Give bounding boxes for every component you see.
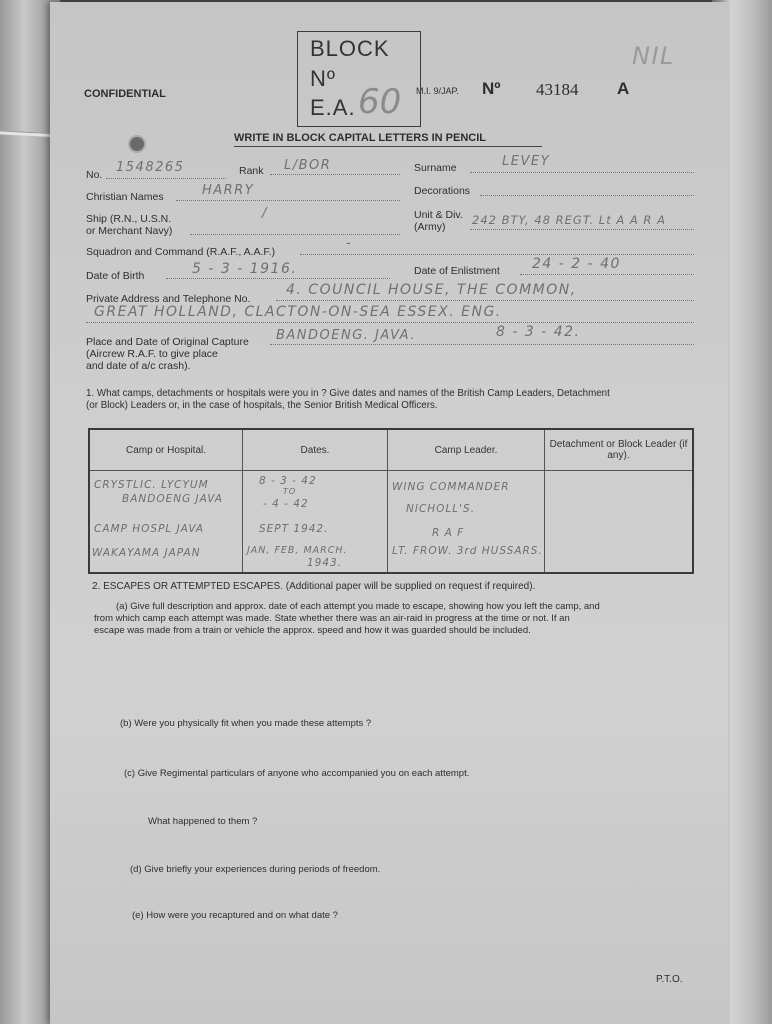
- instruction-underline: [234, 146, 542, 147]
- address-value-1: 4. COUNCIL HOUSE, THE COMMON,: [286, 282, 577, 298]
- question-2c-followup: What happened to them ?: [148, 816, 258, 827]
- camps-table: [88, 428, 694, 574]
- question-2e-text: (e) How were you recaptured and on what date ?: [132, 910, 338, 921]
- dates-row-3b: 1943.: [307, 557, 343, 569]
- dates-row-2: SEPT 1942.: [259, 523, 329, 535]
- question-1-text-2: (or Block) Leaders or, in the case of hospitals, the Senior British Medical Officers.: [86, 400, 438, 411]
- block-stamp: [297, 31, 421, 127]
- number-label: Nº: [482, 79, 501, 98]
- date-of-birth-label: Date of Birth: [86, 270, 145, 282]
- squadron-value: -: [346, 236, 353, 251]
- leader-row-2: R A F: [432, 527, 465, 539]
- question-2a-text-3: escape was made from a train or vehicle the approx. speed and how it was guarded should be included.: [94, 625, 531, 636]
- camp-row-1: CRYSTLIC. LYCYUM: [94, 479, 209, 491]
- leader-row-1b: NICHOLL'S.: [406, 503, 476, 515]
- stamp-ea: E.A.: [310, 95, 356, 120]
- ship-value: /: [262, 206, 268, 221]
- unit-label-2: (Army): [414, 221, 446, 233]
- dates-row-1b: - 4 - 42: [263, 498, 309, 510]
- detachment-leader-column-header: Detachment or Block Leader (if any).: [545, 429, 694, 471]
- camp-row-2: CAMP HOSPL JAVA: [94, 523, 204, 535]
- squadron-label: Squadron and Command (R.A.F., A.A.F.): [86, 246, 276, 258]
- camp-cell: [89, 471, 243, 574]
- capture-date-value: 8 - 3 - 42.: [496, 324, 581, 340]
- service-number-value: 1548265: [116, 160, 185, 175]
- squadron-line: [300, 254, 694, 255]
- dates-row-1: 8 - 3 - 42: [259, 475, 317, 487]
- ship-label: Ship (R.N., U.S.N.: [86, 213, 172, 225]
- camp-row-3: WAKAYAMA JAPAN: [92, 547, 201, 559]
- address-line-2: [86, 322, 694, 323]
- stamp-handwritten-number: 60: [358, 82, 402, 122]
- christian-names-line: [176, 200, 400, 201]
- date-of-enlistment-line: [520, 274, 694, 275]
- stamp-no: Nº: [310, 66, 336, 91]
- capture-line: [270, 344, 694, 345]
- question-2b-text: (b) Were you physically fit when you made these attempts ?: [120, 718, 372, 729]
- unit-line: [470, 229, 694, 230]
- surname-value: LEVEY: [502, 154, 551, 169]
- question-2a-text: (a) Give full description and approx. date of each attempt you made to escape, showing how you left the camp, and: [116, 601, 600, 612]
- decorations-label: Decorations: [414, 185, 471, 197]
- dates-row-3: JAN, FEB, MARCH.: [247, 545, 348, 556]
- address-line-1: [276, 300, 694, 301]
- rank-value: L/BOR: [284, 158, 332, 173]
- date-of-birth-line: [166, 278, 390, 279]
- serial-number: 43184: [536, 80, 579, 99]
- service-number-label: No.: [86, 169, 103, 181]
- unit-value: 242 BTY, 48 REGT. Lt A A R A: [472, 213, 666, 227]
- leader-row-3: LT. FROW. 3rd HUSSARS.: [392, 545, 543, 557]
- question-2a-text-2: from which camp each attempt was made. State whether there was an air-raid in progress at the time or not. If an: [94, 613, 570, 624]
- rank-line: [270, 174, 400, 175]
- form-reference: M.I. 9/JAP.: [416, 86, 459, 96]
- capture-label-2: (Aircrew R.A.F. to give place: [86, 348, 218, 360]
- rank-label: Rank: [239, 165, 264, 177]
- christian-names-value: HARRY: [202, 183, 255, 198]
- stamp-block: BLOCK: [310, 36, 390, 61]
- decorations-line: [480, 195, 694, 196]
- question-2d-text: (d) Give briefly your experiences during periods of freedom.: [130, 864, 381, 875]
- date-of-enlistment-label: Date of Enlistment: [414, 265, 500, 277]
- dates-column-header: Dates.: [243, 429, 388, 471]
- camp-row-1b: BANDOENG JAVA: [122, 493, 223, 505]
- question-2c-text: (c) Give Regimental particulars of anyone who accompanied you on each attempt.: [124, 768, 470, 779]
- service-number-line: [106, 178, 226, 179]
- capture-place-value: BANDOENG. JAVA.: [276, 328, 416, 343]
- instruction-heading: WRITE IN BLOCK CAPITAL LETTERS IN PENCIL: [234, 132, 486, 144]
- unit-label: Unit & Div.: [414, 209, 463, 221]
- dates-cell: [243, 471, 388, 574]
- punch-hole: [128, 135, 146, 153]
- date-of-enlistment-value: 24 - 2 - 40: [532, 256, 621, 272]
- capture-label-3: and date of a/c crash).: [86, 360, 191, 372]
- question-1-text: 1. What camps, detachments or hospitals were you in ? Give dates and names of the British Camp Leaders, Detachment: [86, 388, 610, 399]
- question-2-title: 2. ESCAPES OR ATTEMPTED ESCAPES. (Additional paper will be supplied on request if required).: [92, 581, 536, 592]
- dates-row-1-to: TO: [283, 487, 297, 496]
- serial-suffix: A: [617, 79, 630, 98]
- ship-line: [190, 234, 400, 235]
- capture-label: Place and Date of Original Capture: [86, 336, 249, 348]
- nil-annotation: NIL: [632, 42, 675, 70]
- camp-column-header: Camp or Hospital.: [89, 429, 243, 471]
- christian-names-label: Christian Names: [86, 191, 164, 203]
- camp-leader-column-header: Camp Leader.: [388, 429, 545, 471]
- address-value-2: GREAT HOLLAND, CLACTON-ON-SEA ESSEX. ENG.: [94, 304, 502, 320]
- date-of-birth-value: 5 - 3 - 1916.: [192, 261, 298, 277]
- pto-label: P.T.O.: [656, 974, 683, 985]
- questionnaire-sheet: [50, 2, 728, 1024]
- confidential-label: CONFIDENTIAL: [84, 88, 166, 100]
- address-label: Private Address and Telephone No.: [86, 293, 251, 305]
- ship-label-2: or Merchant Navy): [86, 225, 173, 237]
- camp-leader-cell: [388, 471, 545, 574]
- detachment-leader-cell: [545, 471, 694, 574]
- surname-line: [470, 172, 694, 173]
- surname-label: Surname: [414, 162, 457, 174]
- leader-row-1: WING COMMANDER: [392, 481, 510, 493]
